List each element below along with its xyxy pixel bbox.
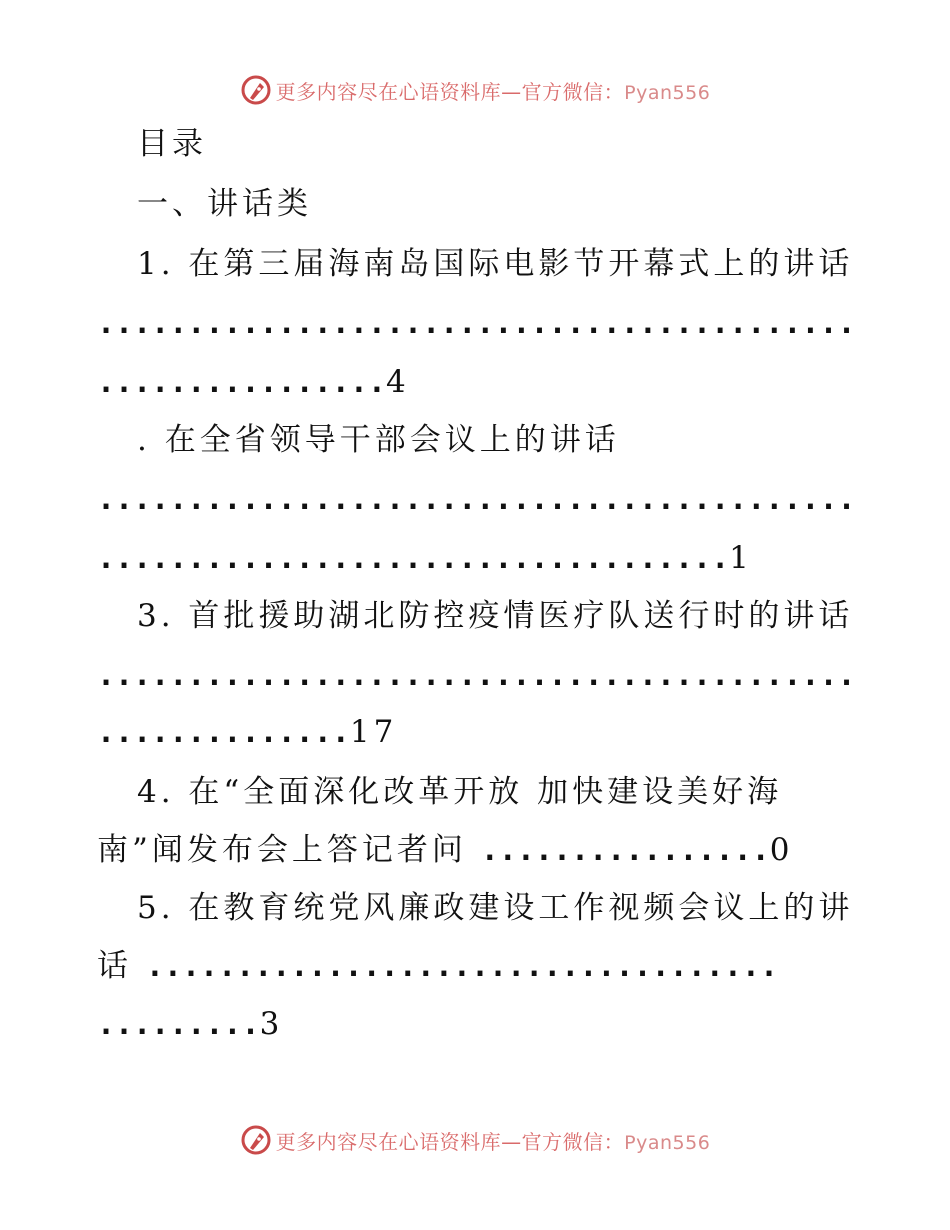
toc-entry-1-title: 1. 在第三届海南岛国际电影节开幕式上的讲话	[137, 246, 854, 282]
toc-entry-4-page: 0	[769, 832, 794, 868]
toc-entry-3-page: 17	[349, 714, 398, 750]
toc-entry-3-leader: ..........................................	[97, 658, 856, 693]
toc-entry-4-title: 4. 在“全面深化改革开放 加快建设美好海	[137, 774, 783, 810]
toc-title: 目录	[137, 126, 207, 162]
toc-entry-4-title-cont: 南”闻发布会上答记者问 ................0	[97, 832, 794, 868]
watermark-text: 更多内容尽在心语资料库—官方微信：Pyan556	[275, 1129, 711, 1154]
toc-entry-3-leader-end: ..............17	[97, 714, 398, 750]
toc-entry-3-title: 3. 首批援助湖北防控疫情医疗队送行时的讲话	[137, 598, 854, 634]
toc-section-heading: 一、讲话类	[137, 186, 312, 222]
toc-entry-2-leader: ..........................................	[97, 482, 856, 517]
toc-entry-1-page: 4	[385, 364, 410, 400]
pen-nib-logo-icon	[240, 1124, 272, 1156]
watermark-footer	[0, 1120, 950, 1160]
toc-entry-2-leader-end: ...................................1	[97, 540, 753, 576]
watermark-text: 更多内容尽在心语资料库—官方微信：Pyan556	[275, 79, 711, 104]
toc-entry-5-leader-end: .........3	[97, 1006, 284, 1042]
toc-entry-5-title-cont: 话 ...................................	[97, 948, 779, 984]
toc-entry-2-title: . 在全省领导干部会议上的讲话	[137, 422, 620, 458]
toc-entry-2-page: 1	[729, 540, 753, 576]
toc-entry-1-leader: ..........................................	[97, 306, 856, 341]
toc-entry-5-title: 5. 在教育统党风廉政建设工作视频会议上的讲	[137, 890, 854, 926]
toc-entry-5-page: 3	[259, 1006, 284, 1042]
toc-entry-1-leader-end: ................4	[97, 364, 410, 400]
